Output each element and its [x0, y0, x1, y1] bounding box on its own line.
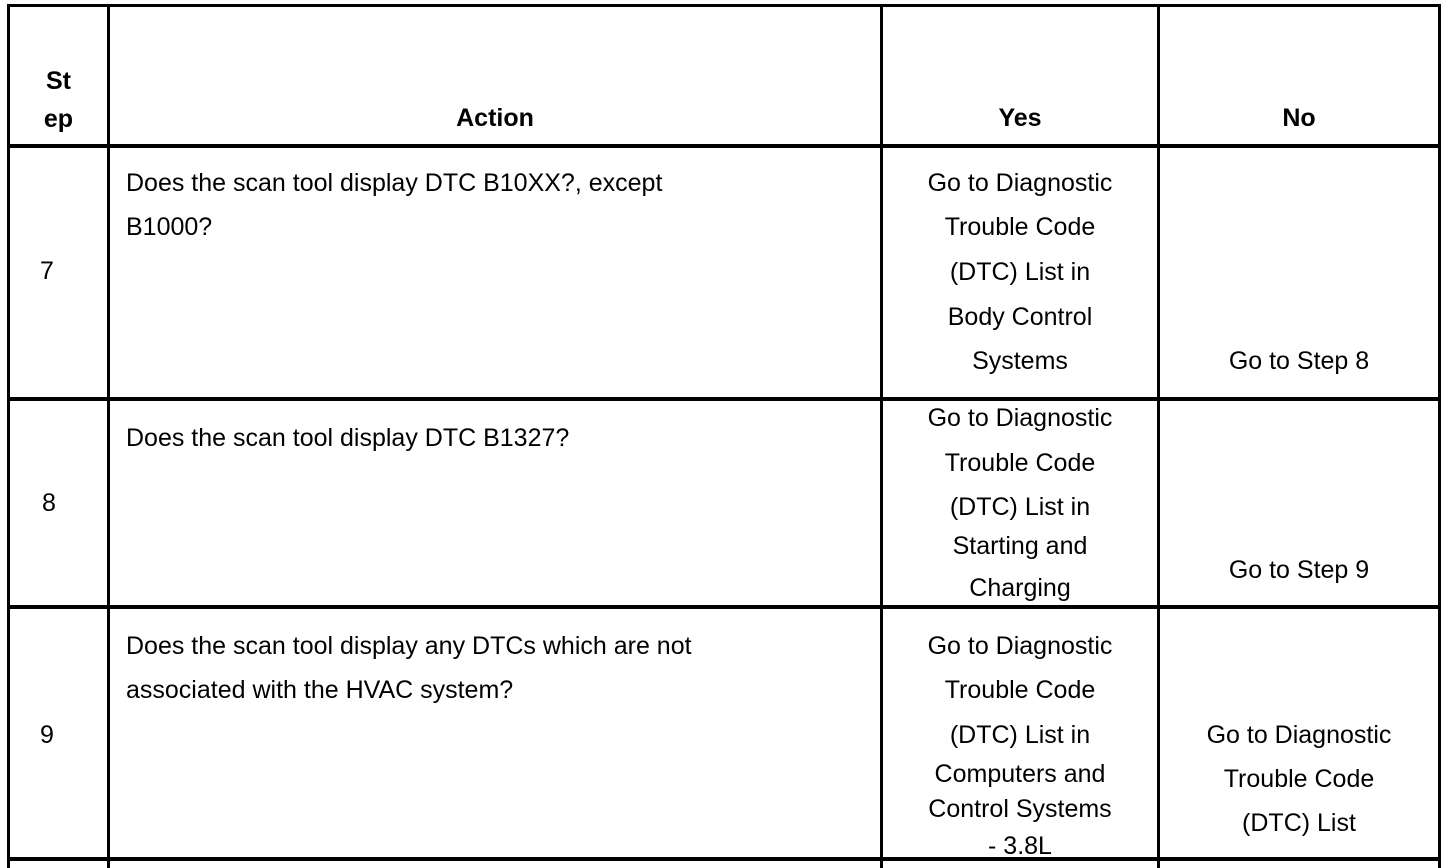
yes-text: Starting and [952, 532, 1088, 560]
step-number: 7 [40, 257, 54, 285]
yes-text: Systems [972, 347, 1068, 375]
yes-text: Trouble Code [944, 449, 1096, 477]
yes-text: (DTC) List in [949, 258, 1091, 286]
yes-text: Computers and [934, 760, 1106, 788]
action-text: Does the scan tool display DTC B1327? [126, 424, 570, 452]
header-step-line1: St [46, 67, 71, 95]
action-text: Does the scan tool display any DTCs which are not [126, 632, 692, 660]
no-text: Go to Step 8 [1228, 347, 1370, 375]
yes-cell [883, 401, 1157, 605]
table-row [10, 609, 1438, 860]
header-step-line2: ep [43, 105, 74, 133]
table-row [10, 401, 1438, 605]
yes-text: Charging [969, 574, 1071, 602]
header-action-label: Action [456, 104, 534, 132]
header-no-label: No [1282, 104, 1316, 132]
no-cell [1160, 401, 1438, 605]
yes-cell [883, 609, 1157, 860]
yes-text: - 3.8L [988, 832, 1052, 860]
yes-text: Body Control [947, 303, 1093, 331]
no-cell [1160, 148, 1438, 397]
yes-text: Control Systems [928, 795, 1112, 823]
table-border-bottom [7, 857, 1441, 861]
table-border-right [1438, 4, 1441, 868]
header-yes [883, 7, 1157, 144]
yes-text: Trouble Code [944, 676, 1096, 704]
yes-text: (DTC) List in [949, 721, 1091, 749]
no-text: Go to Step 9 [1228, 556, 1370, 584]
no-cell [1160, 609, 1438, 857]
header-step [10, 7, 107, 144]
step-number: 9 [40, 721, 54, 749]
no-text: Trouble Code [1223, 765, 1375, 793]
yes-text: Go to Diagnostic [927, 169, 1113, 197]
action-text: Does the scan tool display DTC B10XX?, except [126, 169, 663, 197]
no-text: (DTC) List [1242, 809, 1356, 837]
action-text: B1000? [126, 213, 213, 241]
no-text: Go to Diagnostic [1206, 721, 1392, 749]
table-row [10, 148, 1438, 397]
yes-text: Go to Diagnostic [927, 404, 1113, 432]
yes-text: Trouble Code [944, 213, 1096, 241]
yes-text: (DTC) List in [949, 493, 1091, 521]
step-number: 8 [42, 489, 56, 517]
action-text: associated with the HVAC system? [126, 676, 514, 704]
header-yes-label: Yes [998, 104, 1042, 132]
yes-cell [883, 148, 1157, 397]
yes-text: Go to Diagnostic [927, 632, 1113, 660]
header-no [1160, 7, 1438, 144]
header-action [110, 7, 880, 144]
